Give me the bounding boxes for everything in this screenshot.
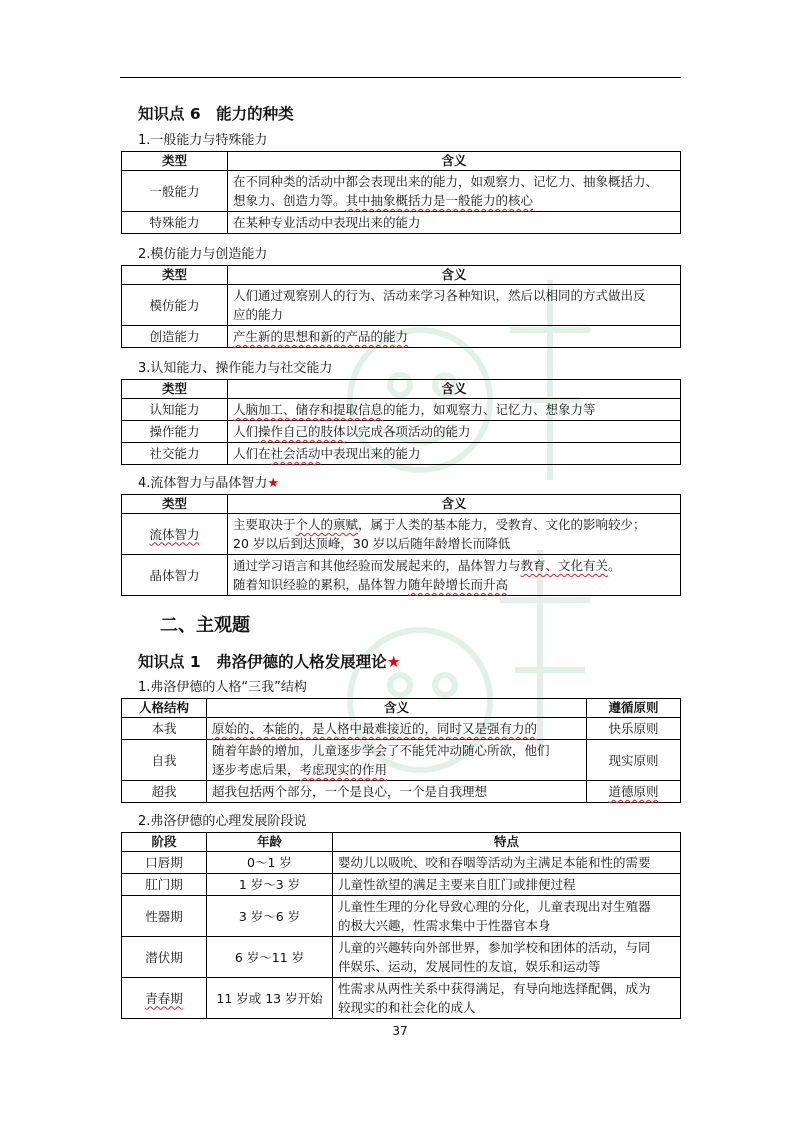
cell-structure: 超我 <box>122 781 207 803</box>
meaning-text: 逐步考虑后果， <box>212 762 300 777</box>
table-header-row <box>122 495 681 514</box>
cell-meaning <box>228 285 681 326</box>
meaning-text: ，属于人类的基本能力，受教育、文化的影响较少； <box>358 517 646 532</box>
col-header-type: 类型 <box>122 495 228 514</box>
underlined-text: 操作自己的肢体 <box>258 424 346 439</box>
meaning-text: 通过学习语言和其他经验而发展起来的，晶体智力与 <box>233 558 521 573</box>
table-row <box>122 326 681 348</box>
kp6-s1-heading: 1.一般能力与特殊能力 <box>138 133 268 148</box>
table-row <box>122 514 681 555</box>
underlined-text: 教育、文化有关 <box>520 558 609 573</box>
cell-meaning <box>228 171 681 212</box>
meaning-line: 应的能力 <box>233 307 284 322</box>
cell-type: 创造能力 <box>122 326 228 348</box>
cell-meaning <box>228 421 681 443</box>
freud-three-self-table <box>121 698 681 803</box>
meaning-text: 以完成各项活动的能力 <box>345 424 471 439</box>
meaning-line: 在不同种类的活动中都会表现出来的能力，如观察力、记忆力、抽象概括力、 <box>233 174 659 189</box>
cell-meaning <box>228 555 681 596</box>
cell-stage <box>122 978 207 1019</box>
star-icon: ★ <box>267 476 280 491</box>
col-header-meaning: 含义 <box>228 495 681 514</box>
feature-line: 儿童性生理的分化导致心理的分化，儿童表现出对生殖器 <box>338 899 651 914</box>
meaning-line: 人们通过观察别人的行为、活动来学习各种知识，然后以相同的方式做出反 <box>233 288 646 303</box>
meaning-text: 主要取决于 <box>233 517 296 532</box>
meaning-line: 20 岁以后到达顶峰，30 岁以后随年龄增长而降低 <box>233 536 511 551</box>
star-icon: ★ <box>386 653 401 671</box>
table-row <box>122 781 681 803</box>
cell-stage: 肛门期 <box>122 874 207 896</box>
underlined-text: 随年龄增长而升高 <box>408 577 509 592</box>
meaning-text: 随着知识经验的累积，晶体智力 <box>233 577 409 592</box>
kp1-title <box>138 650 401 672</box>
table-header-row <box>122 152 681 171</box>
underlined-text: 其中抽象概括力是一般能力的核心 <box>345 193 534 208</box>
meaning-text: 。 <box>608 558 621 573</box>
ability-imitation-creation-table <box>121 265 681 348</box>
cell-type: 模仿能力 <box>122 285 228 326</box>
col-header-meaning: 含义 <box>207 699 587 718</box>
table-row <box>122 443 681 465</box>
table-row <box>122 285 681 326</box>
table-row <box>122 212 681 234</box>
cell-principle <box>587 781 681 803</box>
cell-type: 晶体智力 <box>122 555 228 596</box>
cell-meaning <box>228 399 681 421</box>
cell-type: 特殊能力 <box>122 212 228 234</box>
underlined-text: 原始的、本能的，是人格中最难接近的，同时又是强有力的 <box>212 721 538 736</box>
page-number: 37 <box>392 1024 408 1038</box>
cell-feature <box>333 978 681 1019</box>
col-header-type: 类型 <box>122 380 228 399</box>
col-header-type: 类型 <box>122 266 228 285</box>
cell-principle: 现实原则 <box>587 740 681 781</box>
cell-feature: 婴幼儿以吸吮、咬和吞咽等活动为主满足本能和性的需要 <box>333 852 681 874</box>
col-header-type: 类型 <box>122 152 228 171</box>
cell-feature <box>333 937 681 978</box>
cell-principle: 快乐原则 <box>587 718 681 740</box>
cell-age: 1 岁～3 岁 <box>207 874 333 896</box>
table-header-row <box>122 380 681 399</box>
cell-stage: 潜伏期 <box>122 937 207 978</box>
table-row <box>122 896 681 937</box>
underlined-text: 考虑现实的作用 <box>299 762 388 777</box>
table-row <box>122 740 681 781</box>
meaning-text: 人们 <box>233 424 259 439</box>
cell-stage: 口唇期 <box>122 852 207 874</box>
cell-meaning <box>207 740 587 781</box>
cell-age: 0～1 岁 <box>207 852 333 874</box>
meaning-text: 的能力，如观察力、记忆力、想象力等 <box>383 402 596 417</box>
underlined-text: 青春期 <box>145 990 183 1006</box>
underlined-text: 个人的禀赋 <box>295 517 359 532</box>
table-row <box>122 937 681 978</box>
heading-text: 4.流体智力与晶体智力 <box>138 476 268 491</box>
cell-type: 操作能力 <box>122 421 228 443</box>
kp6-s2-heading: 2.模仿能力与创造能力 <box>138 247 268 262</box>
col-header-principle: 遵循原则 <box>587 699 681 718</box>
table-row <box>122 718 681 740</box>
cell-age: 6 岁～11 岁 <box>207 937 333 978</box>
table-header-row <box>122 266 681 285</box>
table-row <box>122 171 681 212</box>
freud-stages-table <box>121 832 681 1019</box>
cell-meaning: 在某种专业活动中表现出来的能力 <box>228 212 681 234</box>
cell-type: 一般能力 <box>122 171 228 212</box>
underlined-text: 社会活动 <box>270 446 321 461</box>
col-header-meaning: 含义 <box>228 266 681 285</box>
col-header-structure: 人格结构 <box>122 699 207 718</box>
cell-meaning <box>228 514 681 555</box>
cell-type: 认知能力 <box>122 399 228 421</box>
table-header-row <box>122 833 681 852</box>
table-row <box>122 555 681 596</box>
cell-age: 11 岁或 13 岁开始 <box>207 978 333 1019</box>
meaning-text: 人们在 <box>233 446 271 461</box>
intelligence-fluid-crystal-table <box>121 494 681 596</box>
underlined-text: 产生新的思想和新的产品的能力 <box>233 329 409 344</box>
cell-meaning <box>207 718 587 740</box>
cell-type: 社交能力 <box>122 443 228 465</box>
cell-structure: 本我 <box>122 718 207 740</box>
cell-meaning: 超我包括两个部分，一个是良心，一个是自我理想 <box>207 781 587 803</box>
feature-line: 较现实的和社会化的成人 <box>338 1000 476 1015</box>
table-row <box>122 399 681 421</box>
feature-line: 的极大兴趣，性需求集中于性器官本身 <box>338 918 551 933</box>
col-header-stage: 阶段 <box>122 833 207 852</box>
col-header-age: 年龄 <box>207 833 333 852</box>
meaning-text: 中表现出来的能力 <box>320 446 421 461</box>
table-row <box>122 874 681 896</box>
underlined-text: 道德原则 <box>608 784 659 799</box>
table-row <box>122 978 681 1019</box>
section-title: 二、主观题 <box>160 615 250 636</box>
feature-line: 性需求从两性关系中获得满足，有导向地选择配偶，成为 <box>338 981 651 996</box>
kp1-title-text: 知识点 1 弗洛伊德的人格发展理论 <box>138 653 387 671</box>
table-row <box>122 852 681 874</box>
cell-meaning <box>228 326 681 348</box>
meaning-line: 想象力、创造力等。 <box>233 193 346 208</box>
kp1-s2-heading: 2.弗洛伊德的心理发展阶段说 <box>138 814 307 829</box>
feature-line: 伴娱乐、运动，发展同性的友谊，娱乐和运动等 <box>338 959 601 974</box>
cell-stage: 性器期 <box>122 896 207 937</box>
cell-feature: 儿童性欲望的满足主要来自肛门或排便过程 <box>333 874 681 896</box>
kp6-s3-heading: 3.认知能力、操作能力与社交能力 <box>138 361 333 376</box>
col-header-meaning: 含义 <box>228 380 681 399</box>
kp6-title: 知识点 6 能力的种类 <box>138 105 294 123</box>
underlined-text: 人脑加工、储存和提取信息 <box>233 402 384 417</box>
col-header-meaning: 含义 <box>228 152 681 171</box>
cell-meaning <box>228 443 681 465</box>
ability-cognitive-operational-social-table <box>121 379 681 465</box>
cell-type <box>122 514 228 555</box>
cell-feature <box>333 896 681 937</box>
kp6-s4-heading <box>138 472 279 491</box>
table-header-row <box>122 699 681 718</box>
header-rule <box>120 77 681 78</box>
cell-age: 3 岁～6 岁 <box>207 896 333 937</box>
ability-general-special-table <box>121 151 681 234</box>
col-header-feature: 特点 <box>333 833 681 852</box>
cell-structure: 自我 <box>122 740 207 781</box>
underlined-text: 流体智力 <box>149 526 200 542</box>
feature-line: 儿童的兴趣转向外部世界，参加学校和团体的活动，与同 <box>338 940 651 955</box>
meaning-line: 随着年龄的增加，儿童逐步学会了不能凭冲动随心所欲，他们 <box>212 743 550 758</box>
table-row <box>122 421 681 443</box>
kp1-s1-heading: 1.弗洛伊德的人格“三我”结构 <box>138 680 307 695</box>
